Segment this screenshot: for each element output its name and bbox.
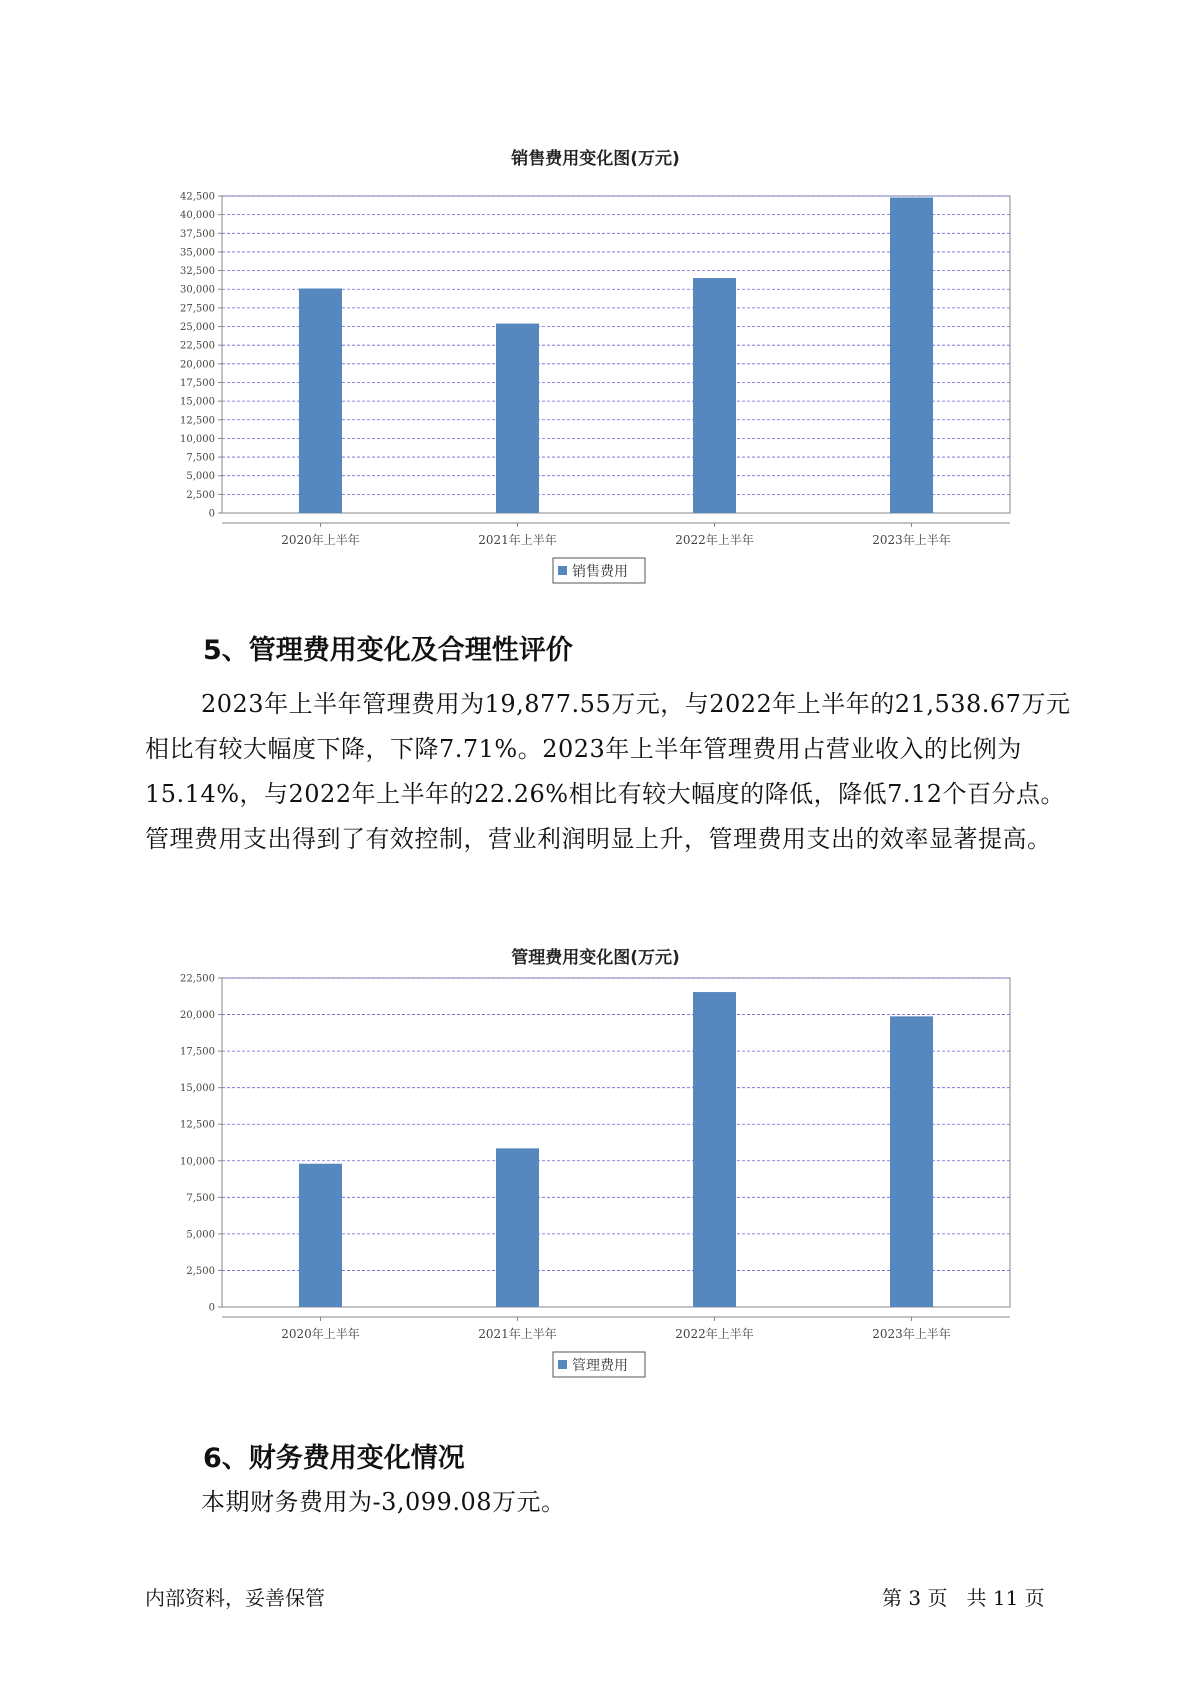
y-tick-label: 5,000	[186, 471, 215, 483]
section-5-paragraph: 2023年上半年管理费用为19,877.55万元，与2022年上半年的21,538.67万元相比有较大幅度下降，下降7.71%。2023年上半年管理费用占营业收入的比例为15.14%，与2022年上半年的22.26%相比有较大幅度的降低，降低7.12个百分点。管理费用支出得到了有效控制，营业利润明显上升，管理费用支出的效率显著提高。	[145, 690, 1071, 853]
footer-page-number: 第 3 页 共 11 页	[882, 1586, 1045, 1610]
y-tick-label: 25,000	[180, 322, 215, 334]
x-tick-label: 2022年上半年	[675, 533, 754, 547]
y-tick-label: 7,500	[186, 1192, 215, 1204]
y-tick-label: 2,500	[186, 489, 215, 501]
y-tick-label: 22,500	[180, 973, 215, 985]
x-tick-label: 2020年上半年	[281, 533, 360, 547]
y-tick-label: 22,500	[180, 340, 215, 352]
y-tick-label: 10,000	[180, 433, 215, 445]
y-tick-label: 40,000	[180, 210, 215, 222]
y-tick-label: 37,500	[180, 228, 215, 240]
x-tick-label: 2022年上半年	[675, 1327, 754, 1341]
y-tick-label: 15,000	[180, 1083, 215, 1095]
bar	[496, 1148, 539, 1307]
y-tick-label: 32,500	[180, 266, 215, 278]
bar	[299, 1164, 342, 1307]
bar	[890, 1016, 933, 1307]
sales-expense-chart-title: 销售费用变化图(万元)	[511, 149, 680, 169]
admin-expense-chart-title: 管理费用变化图(万元)	[511, 948, 680, 968]
y-tick-label: 30,000	[180, 284, 215, 296]
y-tick-label: 20,000	[180, 359, 215, 371]
footer-confidential-note: 内部资料，妥善保管	[145, 1586, 325, 1610]
y-tick-label: 2,500	[186, 1265, 215, 1277]
x-tick-label: 2023年上半年	[872, 1327, 951, 1341]
legend-swatch	[558, 1360, 567, 1369]
y-tick-label: 35,000	[180, 247, 215, 259]
legend-label: 销售费用	[572, 564, 628, 580]
bar	[693, 992, 736, 1307]
x-tick-label: 2021年上半年	[478, 533, 557, 547]
y-tick-label: 12,500	[180, 1119, 215, 1131]
section-5-heading: 5、管理费用变化及合理性评价	[203, 635, 573, 666]
section-6-heading: 6、财务费用变化情况	[203, 1443, 465, 1474]
y-tick-label: 27,500	[180, 303, 215, 315]
y-tick-label: 5,000	[186, 1229, 215, 1241]
y-tick-label: 7,500	[186, 452, 215, 464]
y-tick-label: 12,500	[180, 415, 215, 427]
y-tick-label: 0	[208, 1302, 215, 1314]
x-tick-label: 2021年上半年	[478, 1327, 557, 1341]
x-tick-label: 2023年上半年	[872, 533, 951, 547]
x-tick-label: 2020年上半年	[281, 1327, 360, 1341]
y-tick-label: 15,000	[180, 396, 215, 408]
y-tick-label: 17,500	[180, 1046, 215, 1058]
y-tick-label: 17,500	[180, 377, 215, 389]
legend-label: 管理费用	[572, 1358, 628, 1374]
y-tick-label: 42,500	[180, 191, 215, 203]
section-6-paragraph: 本期财务费用为-3,099.08万元。	[201, 1488, 566, 1516]
y-tick-label: 0	[208, 508, 215, 520]
y-tick-label: 10,000	[180, 1156, 215, 1168]
y-tick-label: 20,000	[180, 1010, 215, 1022]
